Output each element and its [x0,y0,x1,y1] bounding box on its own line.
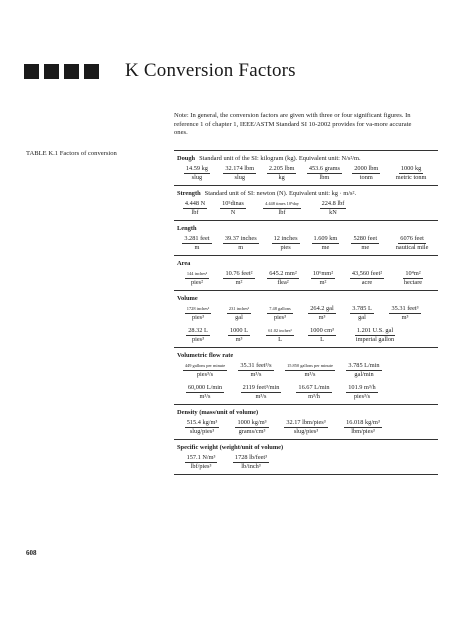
factor-cell [384,165,438,182]
factor-cell [217,270,261,287]
factor-num: 2119 feet³/min [242,384,280,391]
factor-den: m³ [318,314,326,321]
factor-num: 1728 inches³ [185,305,211,314]
note-text: Note: In general, the conversion factors are given with three or four significant figures. In reference 1 of chapter 1, IEEE/ASTM Standard SI 10-2002 provides for va-more accurate ones. [174,112,412,137]
factor-den: m³/s [250,371,262,378]
factor-den: lbm/pies³ [351,428,375,435]
section-desc: Standard unit of SI: newton (N). Equivalent unit: kg · m/s². [204,190,357,197]
section-strength [174,185,438,220]
factor-den: L [320,336,324,343]
factor-num: 4.448 times 10⁵day [263,200,301,209]
factor-den: pies³ [273,314,287,321]
section-desc: Standard unit of the SI: kilogram (kg). Equivalent unit: N/s²/m. [199,155,361,162]
page-number: 608 [26,549,37,557]
section-title: Specific weight (weight/unit of volume) [177,444,284,451]
factor-num: 264.2 gal [310,305,334,312]
factor-num: 5280 feet [353,235,378,242]
factor-num: 515.4 kg/m³ [186,419,218,426]
factor-den: lbf [278,209,286,216]
factor-cell [259,327,301,344]
factor-num: 1.201 U.S. gal [356,327,394,334]
factor-den: pies³/s [353,393,371,400]
factor-num: 3.785 L/min [348,362,380,369]
factor-cell [177,327,219,344]
factor-cell [301,305,343,322]
factor-den: m³ [235,336,243,343]
factor-den: pies³/s [196,371,214,378]
factor-num: 3.281 feet [184,235,210,242]
factor-num: 224.8 lbf [321,200,345,207]
factor-cell [343,305,381,322]
table-caption: TABLE K.1 Factors of conversion [26,150,117,157]
factor-cell [335,419,391,436]
factor-cell [177,454,225,471]
factor-den: slug [234,174,245,181]
factor-den: m³/s [304,371,316,378]
factor-num: 1000 cm³ [310,327,334,334]
factor-num: 231 inches³ [227,305,251,314]
section-volume [174,290,438,347]
section-specific-weight [174,439,438,475]
factor-den: grams/cm³ [238,428,266,435]
factor-den: slug [191,174,203,181]
factor-num: 101.9 m³/h [348,384,376,391]
factor-den: m [194,244,200,251]
factor-den: me [361,244,370,251]
factor-den: N [230,209,236,216]
factor-num: 16.67 L/min [298,384,330,391]
factor-num: 39.37 inches [224,235,257,242]
chapter-squares [24,64,99,79]
factor-den: m [238,244,244,251]
conversion-table [174,150,438,475]
factor-den: m³/h [308,393,320,400]
section-length [174,220,438,255]
factor-num: 645.2 mm² [269,270,297,277]
chapter-title: K Conversion Factors [125,60,296,81]
factor-num: 4.448 N [184,200,206,207]
factor-num: 15.850 gallons per minute [285,362,335,371]
factor-num: 10⁶mm² [312,270,334,277]
factor-den: lbf/pies³ [190,463,212,470]
factor-den: gal [358,314,366,321]
factor-den: me [321,244,330,251]
factor-cell [311,200,355,217]
factor-num: 453.6 grams [308,165,340,172]
section-title: Dough [177,155,196,162]
factor-den: m³ [401,314,409,321]
factor-cell [259,305,301,322]
factor-den: lbf [191,209,199,216]
square-1 [24,64,39,79]
factor-cell [227,419,277,436]
factor-num: 1000 L [229,327,248,334]
square-4 [84,64,99,79]
factor-cell [219,305,259,322]
factor-den: acre [361,279,373,286]
section-title: Volume [177,295,198,302]
factor-num: 60,000 L/min [187,384,223,391]
factor-cell [213,200,253,217]
factor-den: slug/pies³ [189,428,215,435]
factor-cell [393,270,433,287]
factor-den: metric tonm [395,174,427,181]
factor-den: m³/s [199,393,211,400]
factor-cell [265,235,307,252]
factor-cell [305,270,341,287]
factor-num: 3.785 L [352,305,372,312]
factor-den: gal [235,314,243,321]
factor-num: 1728 lb/feet³ [234,454,268,461]
factor-den: pies³ [191,314,205,321]
factor-cell [301,327,343,344]
factor-num: 28.32 L [188,327,208,334]
factor-den: kN [329,209,337,216]
factor-cell [177,305,219,322]
factor-cell [177,235,217,252]
section-title: Strength [177,190,201,197]
factor-cell [277,419,335,436]
factor-cell [219,327,259,344]
factor-num: 1.609 km [313,235,338,242]
section-title: Density (mass/unit of volume) [177,409,259,416]
factor-num: 157.1 N/m³ [186,454,216,461]
factor-num: 449 gallons per minute [183,362,227,371]
factor-cell [217,235,265,252]
factor-num: 32.17 lbm/pies³ [286,419,326,426]
factor-cell [279,362,341,379]
factor-num: 6076 feet [400,235,424,242]
factor-num: 10.76 feet² [225,270,253,277]
factor-num: 1000 kg/m³ [237,419,267,426]
factor-cell [233,384,289,401]
factor-num: 7.48 gallons [267,305,292,314]
section-dough [174,150,438,185]
factor-num: 10⁵dinas [222,200,244,207]
factor-cell [339,384,385,401]
factor-cell [177,419,227,436]
factor-num: 35.31 feet³/s [240,362,272,369]
factor-cell [177,200,213,217]
square-2 [44,64,59,79]
factor-den: flea² [277,279,289,286]
factor-num: 16.018 kg/m³ [346,419,380,426]
factor-den: m² [235,279,243,286]
factor-cell [348,165,384,182]
factor-cell [301,165,349,182]
factor-den: gal/min [354,371,374,378]
section-flow [174,347,438,404]
factor-cell [307,235,345,252]
section-title: Volumetric flow rate [177,352,234,359]
factor-den: pies² [190,279,204,286]
factor-num: 1000 kg [400,165,422,172]
chapter-header [24,60,296,82]
factor-cell [217,165,263,182]
factor-num: 14.59 kg [185,165,208,172]
factor-cell [261,270,305,287]
factor-cell [343,327,407,344]
section-area [174,255,438,290]
section-title: Area [177,260,191,267]
factor-cell [341,270,393,287]
factor-cell [289,384,339,401]
factor-cell [253,200,311,217]
factor-cell [177,362,233,379]
factor-den: L [278,336,282,343]
factor-den: m² [319,279,327,286]
factor-num: 144 inches² [185,270,209,279]
factor-den: kg [278,174,285,181]
section-density [174,404,438,439]
factor-den: hectare [403,279,423,286]
section-title: Length [177,225,197,232]
factor-cell [341,362,387,379]
factor-den: lbm [319,174,330,181]
factor-den: imperial gallon [355,336,395,343]
factor-num: 43,560 feet² [351,270,383,277]
factor-den: m³/s [255,393,267,400]
factor-cell [177,270,217,287]
factor-den: slug/pies³ [293,428,319,435]
factor-cell [386,235,438,252]
factor-den: lb/inch³ [241,463,261,470]
factor-num: 61.02 inches³ [266,327,294,336]
factor-den: pies [280,244,291,251]
factor-num: 2000 lbm [354,165,379,172]
factor-cell [177,384,233,401]
factor-den: nautical mile [395,244,429,251]
factor-cell [344,235,386,252]
square-3 [64,64,79,79]
factor-den: pies³ [191,336,205,343]
factor-cell [225,454,277,471]
factor-cell [233,362,279,379]
factor-cell [177,165,217,182]
factor-num: 32.174 lbm [225,165,255,172]
factor-num: 12 inches [273,235,298,242]
factor-num: 10⁴m² [405,270,421,277]
factor-den: tonm [359,174,373,181]
factor-cell [263,165,301,182]
factor-num: 35.31 feet³ [391,305,419,312]
factor-cell [381,305,429,322]
factor-num: 2.205 lbm [268,165,295,172]
